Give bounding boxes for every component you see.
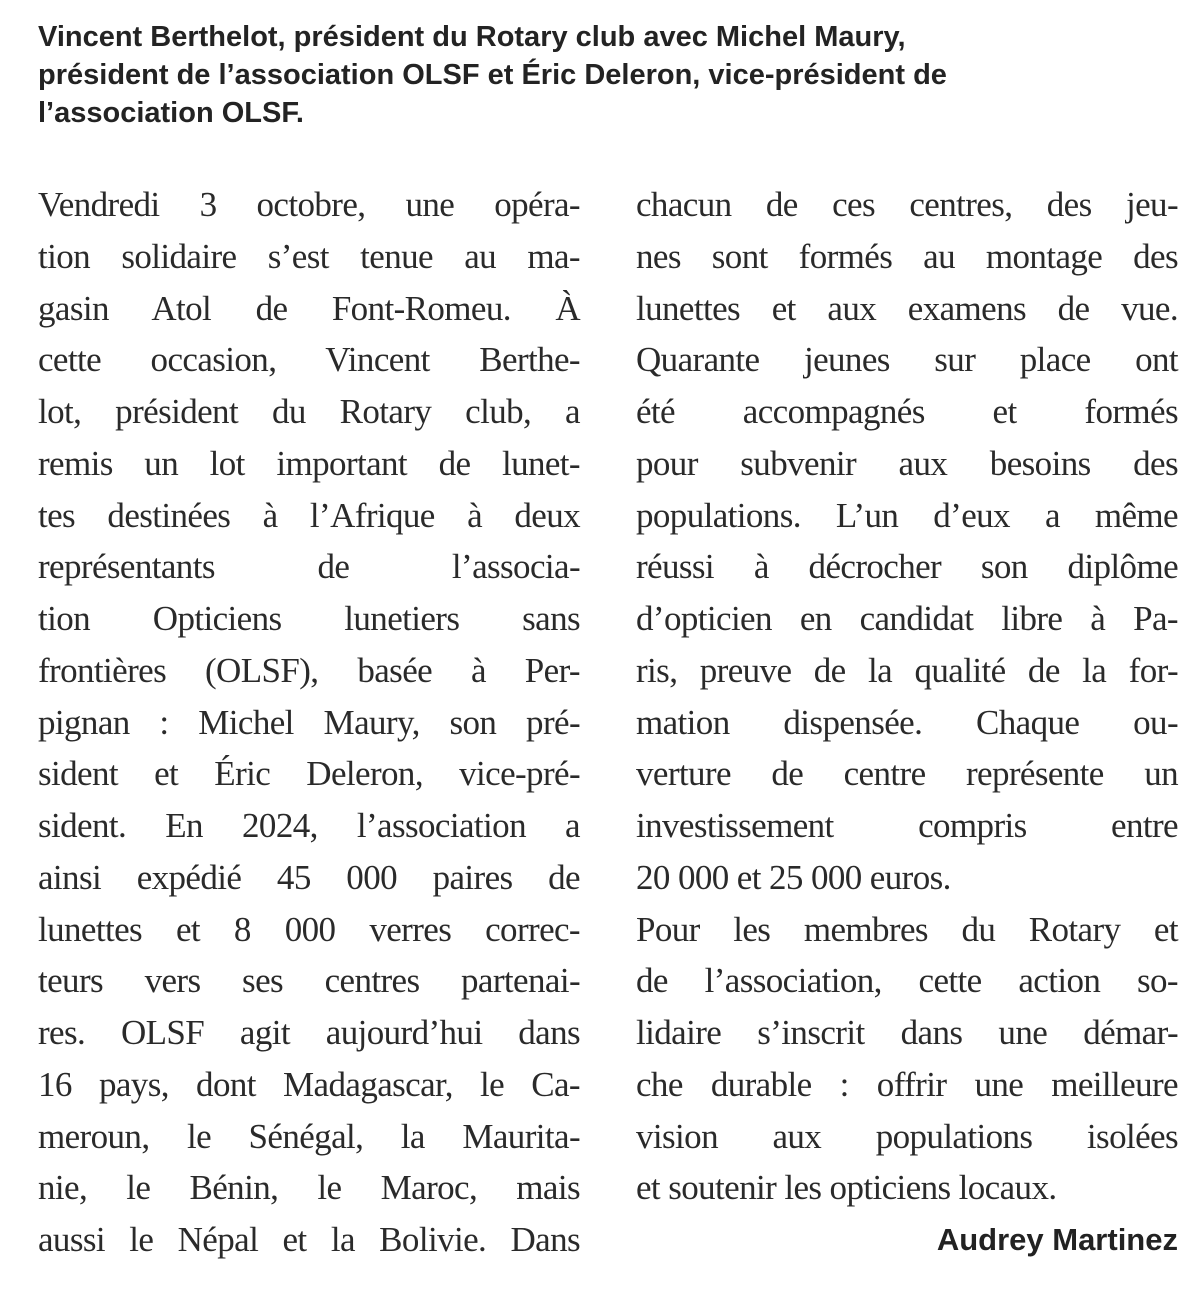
author-byline: Audrey Martinez (936, 1222, 1178, 1257)
article-line: lunettes et 8 000 verres correc- (38, 909, 580, 949)
article-line: Vendredi 3 octobre, une opéra- (38, 185, 580, 224)
article-line: res. OLSF agit aujourd’hui dans (38, 1013, 580, 1052)
article-line: mation dispensée. Chaque ou- (636, 702, 1178, 742)
article-line: sident et Éric Deleron, vice-pré- (38, 754, 580, 794)
article-line: vision aux populations isolées (636, 1116, 1178, 1156)
article-line: ris, preuve de la qualité de la for- (636, 650, 1178, 690)
article-line: populations. L’un d’eux a même (636, 495, 1178, 535)
article-line: teurs vers ses centres partenai- (38, 961, 580, 1001)
article-line: nie, le Bénin, le Maroc, mais (38, 1168, 580, 1208)
caption-line: président de l’association OLSF et Éric Deleron, vice-président de (38, 59, 947, 91)
article-line: pignan : Michel Maury, son pré- (38, 702, 580, 742)
article-line: Quarante jeunes sur place ont (636, 340, 1178, 380)
article-line: 20 000 et 25 000 euros. (636, 857, 951, 897)
article-line: cette occasion, Vincent Berthe- (38, 340, 580, 380)
article-line: été accompagnés et formés (636, 392, 1178, 431)
article-line: et soutenir les opticiens locaux. (636, 1168, 1057, 1208)
article-line: sident. En 2024, l’association a (38, 806, 580, 845)
article-line: aussi le Népal et la Bolivie. Dans (38, 1220, 580, 1259)
article-line: meroun, le Sénégal, la Maurita- (38, 1116, 580, 1156)
article-line: réussi à décrocher son diplôme (636, 547, 1178, 587)
article-line: frontières (OLSF), basée à Per- (38, 650, 580, 690)
caption-line: Vincent Berthelot, président du Rotary club avec Michel Maury, (38, 21, 906, 53)
article-line: che durable : offrir une meilleure (636, 1064, 1178, 1104)
photo-caption (38, 18, 1178, 132)
article-line: remis un lot important de lunet- (38, 443, 580, 483)
article-line: lunettes et aux examens de vue. (636, 288, 1178, 328)
article-line: verture de centre représente un (636, 754, 1178, 794)
article-line: ainsi expédié 45 000 paires de (38, 857, 580, 897)
article-line: Pour les membres du Rotary et (636, 909, 1178, 949)
article-line: 16 pays, dont Madagascar, le Ca- (38, 1064, 580, 1104)
article-column-right (636, 179, 1178, 1266)
article-line: représentants de l’associa- (38, 547, 580, 587)
article-line: d’opticien en candidat libre à Pa- (636, 599, 1178, 638)
article-line: tion solidaire s’est tenue au ma- (38, 236, 580, 276)
article-column-left (38, 179, 580, 1266)
article-line: lidaire s’inscrit dans une démar- (636, 1013, 1178, 1052)
article-line: tion Opticiens lunetiers sans (38, 599, 580, 638)
article-line: pour subvenir aux besoins des (636, 443, 1178, 483)
caption-line: l’association OLSF. (38, 97, 304, 129)
article-line: gasin Atol de Font-Romeu. À (38, 288, 580, 328)
article-line: lot, président du Rotary club, a (38, 392, 580, 431)
article-line: investissement compris entre (636, 806, 1178, 845)
article-line: tes destinées à l’Afrique à deux (38, 495, 580, 535)
article-line: nes sont formés au montage des (636, 236, 1178, 276)
article-line: de l’association, cette action so- (636, 961, 1178, 1001)
article-line: chacun de ces centres, des jeu- (636, 185, 1178, 224)
